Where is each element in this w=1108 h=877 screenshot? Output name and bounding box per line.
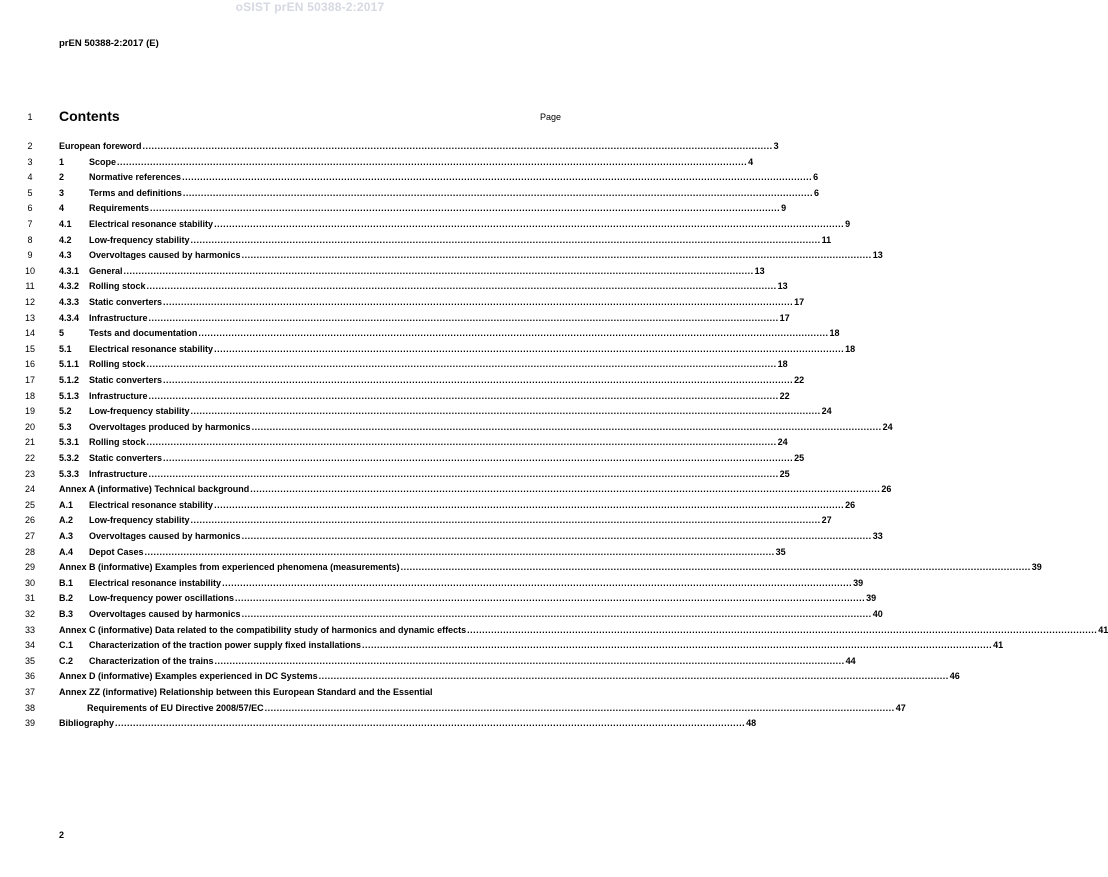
line-number: 7	[27, 219, 33, 229]
leader-dots	[252, 421, 882, 434]
toc-entry-text	[59, 202, 787, 215]
toc-entry-text	[59, 171, 819, 184]
section-title: Annex ZZ (informative) Relationship between this European Standard and the Essential	[59, 687, 433, 697]
leader-dots	[147, 280, 777, 293]
leader-dots	[362, 639, 992, 652]
section-number: 1	[59, 156, 65, 167]
section-number: 5.2	[59, 406, 72, 417]
line-number: 32	[24, 609, 35, 619]
section-title: Overvoltages caused by harmonics	[89, 250, 241, 261]
page-number: 25	[794, 453, 805, 463]
line-number: 37	[24, 687, 35, 697]
section-title: Overvoltages produced by harmonics	[89, 421, 251, 432]
page-number: 18	[829, 328, 840, 339]
section-title: Tests and documentation	[89, 328, 198, 339]
page-number: 13	[754, 265, 765, 276]
section-number: 5.1	[59, 343, 72, 354]
toc-entry[interactable]	[0, 156, 754, 169]
page-number: 9	[781, 203, 787, 214]
page-number: 26	[845, 499, 856, 510]
toc-entry-text	[59, 592, 877, 605]
page-number: 18	[777, 359, 788, 370]
page-number: 39	[866, 593, 877, 604]
page-number: 24	[777, 437, 788, 448]
page-number: 18	[845, 343, 856, 354]
section-number: 4.3.2	[59, 281, 80, 292]
section-number: 4.3.1	[59, 265, 80, 276]
section-number: A.4	[59, 546, 74, 557]
leader-dots	[214, 343, 844, 356]
section-number: 4.1	[59, 219, 72, 229]
toc-entry[interactable]	[0, 358, 788, 371]
section-title: Annex B (informative) Examples from experienced phenomena (measurements)	[59, 562, 400, 573]
line-number: 25	[24, 499, 35, 510]
leader-dots	[215, 655, 845, 668]
leader-dots	[434, 686, 560, 699]
line-number: 8	[27, 234, 33, 245]
toc-entry[interactable]	[0, 343, 856, 356]
page-number: 6	[813, 172, 819, 183]
toc-entry[interactable]	[0, 670, 960, 683]
toc-entry[interactable]	[0, 655, 856, 668]
section-number: A.1	[59, 499, 74, 510]
line-number: 38	[24, 702, 35, 713]
section-title: Annex A (informative) Technical background	[59, 484, 250, 495]
toc-entry[interactable]	[0, 265, 765, 278]
leader-dots	[147, 358, 777, 371]
section-number: 4	[59, 203, 65, 214]
line-number: 18	[24, 390, 35, 401]
page-number: 6	[813, 187, 819, 198]
toc-entry-text	[59, 530, 883, 543]
section-number: 4.3.3	[59, 297, 80, 307]
toc-entry-text	[59, 717, 757, 730]
toc-entry[interactable]	[0, 218, 851, 231]
toc-entry-text	[59, 327, 840, 340]
toc-entry[interactable]	[0, 608, 883, 621]
leader-dots	[319, 670, 949, 683]
page-number: 13	[872, 250, 883, 261]
toc-entry[interactable]	[0, 452, 805, 465]
toc-entry[interactable]	[0, 436, 788, 449]
line-number: 21	[24, 437, 35, 448]
toc-entry[interactable]	[0, 202, 787, 215]
leader-dots	[124, 265, 754, 278]
section-title: Infrastructure	[89, 468, 148, 479]
line-number: 34	[24, 640, 35, 651]
leader-dots	[214, 499, 844, 512]
section-title: Requirements of EU Directive 2008/57/EC	[87, 702, 264, 713]
page-number: 40	[872, 609, 883, 619]
section-title: Low-frequency power oscillations	[89, 593, 235, 604]
line-number: 26	[24, 515, 35, 526]
line-number: 29	[24, 562, 35, 573]
page-number: 13	[777, 281, 788, 292]
page-number: 3	[773, 141, 779, 151]
line-number: 27	[24, 531, 35, 541]
toc-entry-text	[59, 452, 805, 465]
line-number: 12	[24, 297, 35, 307]
toc-entry-text	[59, 546, 786, 559]
toc-entry[interactable]	[0, 546, 786, 559]
toc-entry-text	[59, 624, 1108, 637]
page-column-label: Page	[539, 112, 561, 122]
page-title: Contents	[59, 108, 120, 124]
contents-heading-row	[0, 108, 620, 124]
line-number: 31	[24, 593, 35, 604]
page-number: 47	[895, 702, 906, 713]
toc-entry[interactable]	[0, 280, 788, 293]
toc-entry[interactable]	[0, 530, 883, 543]
toc-entry-text	[59, 483, 892, 496]
leader-dots	[183, 187, 813, 200]
toc-entry[interactable]	[0, 234, 832, 247]
toc-entry[interactable]	[0, 499, 856, 512]
toc-entry[interactable]	[0, 624, 1108, 637]
section-number: 5.3	[59, 421, 72, 432]
page-number: 27	[821, 515, 832, 526]
section-title: Static converters	[89, 453, 163, 463]
line-number: 20	[24, 421, 35, 432]
toc-entry-text	[59, 280, 788, 293]
line-number: 5	[27, 187, 33, 198]
leader-dots	[149, 312, 779, 325]
section-title: Characterization of the traction power supply fixed installations	[89, 640, 362, 651]
line-number: 35	[24, 655, 35, 666]
toc-entry-text	[59, 405, 832, 418]
toc-entry[interactable]	[0, 468, 790, 481]
section-number: 5.1.2	[59, 375, 80, 385]
line-number: 1	[27, 112, 33, 122]
line-number: 9	[27, 250, 33, 261]
section-title: Overvoltages caused by harmonics	[89, 609, 241, 619]
page-number: 39	[853, 577, 864, 588]
section-number: 5.3.3	[59, 468, 80, 479]
section-number: 5.1.1	[59, 359, 80, 370]
section-title: Electrical resonance stability	[89, 343, 214, 354]
section-number: C.2	[59, 655, 74, 666]
section-title: Electrical resonance instability	[89, 577, 222, 588]
leader-dots	[214, 218, 844, 231]
toc-entry-text	[59, 234, 832, 247]
section-title: Requirements	[89, 203, 150, 214]
toc-entry[interactable]	[0, 374, 805, 387]
toc-entry-text	[59, 296, 805, 309]
section-number: 5.3.2	[59, 453, 80, 463]
toc-entry-text	[59, 156, 754, 169]
toc-entry-text	[59, 577, 864, 590]
leader-dots	[143, 140, 773, 153]
section-number: C.1	[59, 640, 74, 651]
page-number: 26	[881, 484, 892, 495]
toc-entry-text	[59, 670, 960, 683]
toc-entry[interactable]	[0, 561, 1042, 574]
toc-entry-text	[59, 218, 851, 231]
toc-entry[interactable]	[0, 390, 790, 403]
section-number: A.2	[59, 515, 74, 526]
leader-dots	[242, 608, 872, 621]
line-number: 3	[27, 156, 33, 167]
section-title: Depot Cases	[89, 546, 144, 557]
toc-entry-text	[59, 390, 790, 403]
leader-dots	[191, 405, 821, 418]
toc-entry-text	[59, 312, 790, 325]
leader-dots	[115, 717, 745, 730]
leader-dots	[149, 468, 779, 481]
line-number: 24	[24, 484, 35, 495]
page-number: 41	[1098, 624, 1108, 635]
leader-dots	[235, 592, 865, 605]
line-number: 19	[24, 406, 35, 417]
section-title: Static converters	[89, 297, 163, 307]
section-number: 4.3	[59, 250, 72, 261]
footer-page-number: 2	[59, 830, 65, 840]
toc-entry[interactable]	[0, 702, 906, 715]
section-title: Infrastructure	[89, 390, 148, 401]
section-title: Scope	[89, 156, 117, 167]
leader-dots	[163, 374, 793, 387]
leader-dots	[250, 483, 880, 496]
toc-entry[interactable]	[0, 187, 819, 200]
section-number: 5.3.1	[59, 437, 80, 448]
page-number: 4	[748, 156, 754, 167]
toc-entry-text	[59, 639, 1004, 652]
page-number: 35	[775, 546, 786, 557]
leader-dots	[265, 702, 895, 715]
section-title: General	[89, 265, 123, 276]
leader-dots	[163, 452, 793, 465]
leader-dots	[222, 577, 852, 590]
leader-dots	[182, 171, 812, 184]
toc-entry-text	[59, 561, 1042, 574]
line-number: 2	[27, 141, 33, 151]
toc-entry-text	[59, 374, 805, 387]
toc-entry-text	[59, 343, 856, 356]
section-title: European foreword	[59, 141, 142, 151]
watermark: oSIST prEN 50388-2:2017	[235, 0, 385, 14]
toc-entry[interactable]	[0, 249, 883, 262]
leader-dots	[191, 514, 821, 527]
toc-entry[interactable]	[0, 312, 790, 325]
toc-entry[interactable]	[0, 577, 864, 590]
page-number: 24	[882, 421, 893, 432]
leader-dots	[198, 327, 828, 340]
toc-entry-text	[59, 249, 883, 262]
section-number: B.3	[59, 609, 74, 619]
page-number: 11	[821, 234, 832, 245]
line-number: 39	[24, 718, 35, 729]
section-number: A.3	[59, 531, 74, 541]
section-title: Static converters	[89, 375, 163, 385]
page-number: 22	[794, 375, 805, 385]
line-number: 33	[24, 624, 35, 635]
section-title: Low-frequency stability	[89, 234, 190, 245]
section-title: Normative references	[89, 172, 182, 183]
section-title: Annex D (informative) Examples experienced in DC Systems	[59, 671, 318, 682]
toc-entry[interactable]	[0, 686, 620, 699]
toc-entry-text	[59, 499, 856, 512]
line-number: 10	[24, 265, 35, 276]
leader-dots	[147, 436, 777, 449]
toc-entry-text	[59, 468, 790, 481]
leader-dots	[117, 156, 747, 169]
leader-dots	[163, 296, 793, 309]
section-title: Low-frequency stability	[89, 406, 190, 417]
line-number: 28	[24, 546, 35, 557]
section-number: 5	[59, 328, 65, 339]
toc-entry-text	[59, 702, 906, 715]
section-number: 4.2	[59, 234, 72, 245]
page-number: 46	[949, 671, 960, 682]
section-title: Rolling stock	[89, 437, 146, 448]
leader-dots	[242, 530, 872, 543]
line-number: 13	[24, 312, 35, 323]
toc-entry-text	[59, 608, 883, 621]
line-number: 22	[24, 453, 35, 463]
section-title: Rolling stock	[89, 281, 146, 292]
section-title: Rolling stock	[89, 359, 146, 370]
toc-entry[interactable]	[0, 639, 1004, 652]
toc-entry[interactable]	[0, 514, 832, 527]
line-number: 4	[27, 172, 33, 183]
page-number: 48	[746, 718, 757, 729]
toc-entry[interactable]	[0, 296, 805, 309]
page-number: 22	[779, 390, 790, 401]
section-number: 5.1.3	[59, 390, 80, 401]
toc-entry-text	[59, 140, 779, 153]
page-number: 17	[779, 312, 790, 323]
section-title: Terms and definitions	[89, 187, 182, 198]
section-title: Electrical resonance stability	[89, 219, 214, 229]
page-number: 33	[872, 531, 883, 541]
page-number: 24	[821, 406, 832, 417]
toc-entry[interactable]	[0, 171, 819, 184]
leader-dots	[150, 202, 780, 215]
toc-entry-text	[59, 514, 832, 527]
page-number: 9	[845, 219, 851, 229]
toc-entry-text	[59, 436, 788, 449]
line-number: 17	[24, 375, 35, 385]
section-title: Electrical resonance stability	[89, 499, 214, 510]
section-number: 4.3.4	[59, 312, 80, 323]
toc-entry[interactable]	[0, 327, 840, 340]
toc-entry[interactable]	[0, 483, 892, 496]
toc-entry-text	[59, 187, 819, 200]
document-id: prEN 50388-2:2017 (E)	[59, 38, 159, 49]
toc-entry-text	[59, 655, 856, 668]
toc-entry-text	[59, 265, 765, 278]
page-number: 41	[993, 640, 1004, 651]
section-title: Annex C (informative) Data related to the compatibility study of harmonics and dynamic effects	[59, 624, 467, 635]
leader-dots	[401, 561, 1031, 574]
section-title: Low-frequency stability	[89, 515, 190, 526]
line-number: 30	[24, 577, 35, 588]
section-title: Infrastructure	[89, 312, 148, 323]
line-number: 11	[25, 281, 35, 292]
page-number: 17	[794, 297, 805, 307]
toc-entry-text	[59, 421, 893, 434]
toc-entry-text	[59, 358, 788, 371]
line-number: 36	[24, 671, 35, 682]
line-number: 15	[24, 343, 35, 354]
section-number: B.2	[59, 593, 74, 604]
line-number: 16	[24, 359, 35, 370]
toc-entry[interactable]	[0, 592, 877, 605]
section-number: B.1	[59, 577, 74, 588]
toc-entry-text	[59, 686, 561, 699]
page-number: 44	[845, 655, 856, 666]
page-number: 39	[1031, 562, 1042, 573]
leader-dots	[191, 234, 821, 247]
section-title: Bibliography	[59, 718, 115, 729]
section-number: 2	[59, 172, 65, 183]
line-number: 14	[24, 328, 35, 339]
leader-dots	[242, 249, 872, 262]
toc-entry[interactable]	[0, 140, 779, 153]
toc-entry[interactable]	[0, 421, 893, 434]
page-number: 25	[779, 468, 790, 479]
section-title: Characterization of the trains	[89, 655, 214, 666]
leader-dots	[149, 390, 779, 403]
section-number: 3	[59, 187, 65, 198]
line-number: 23	[24, 468, 35, 479]
toc-entry[interactable]	[0, 717, 757, 730]
leader-dots	[145, 546, 775, 559]
line-number: 6	[27, 203, 33, 214]
section-title: Overvoltages caused by harmonics	[89, 531, 241, 541]
leader-dots	[467, 624, 1097, 637]
toc-entry[interactable]	[0, 405, 832, 418]
